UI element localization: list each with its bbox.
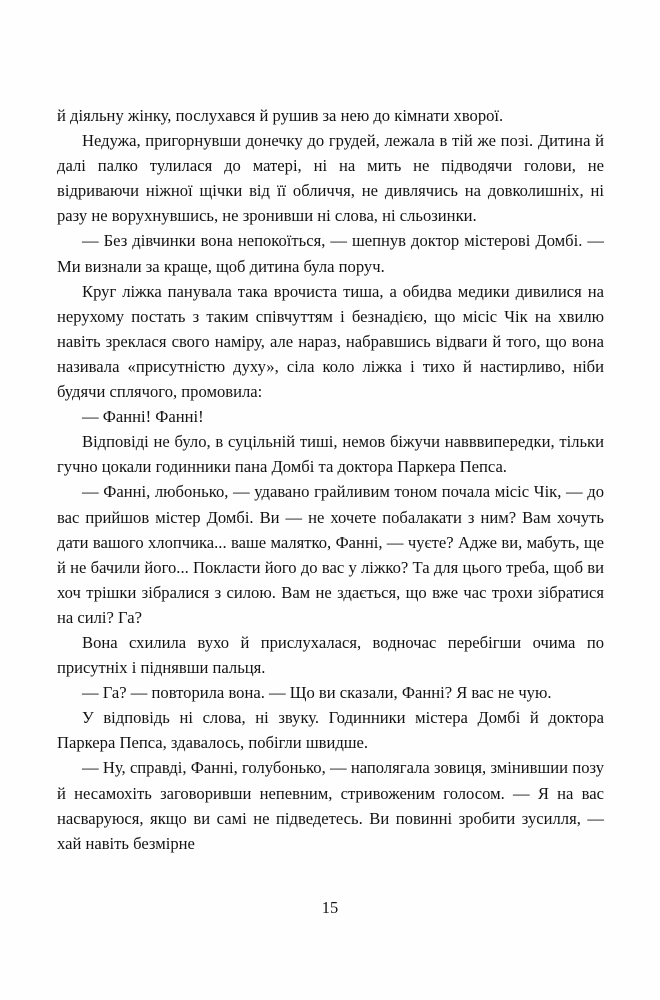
paragraph: Круг ліжка панувала така врочиста тиша, а обидва медики дивилися на нерухому постать з таким співчуттям і безнадією, що місіс Чік на хвилю навіть зреклася свого наміру, але нараз, набравшись відваги й того, що вона називала «присутністю духу», сіла коло ліжка і тихо й настирливо, ніби будячи сплячого, промовила: (57, 281, 604, 402)
paragraph: У відповідь ні слова, ні звуку. Годинники містера Домбі й доктора Паркера Пепса, здавалось, побігли швидше. (57, 708, 604, 753)
paragraph: — Без дівчинки вона непокоїться, — шепнув доктор містерові Домбі. — Ми визнали за краще, щоб дитина була поруч. (57, 231, 604, 276)
body-text (57, 103, 604, 856)
paragraph: — Га? — повторила вона. — Що ви сказали, Фанні? Я вас не чую. (82, 683, 552, 703)
paragraph: — Фанні, любонько, — удавано грайливим тоном почала місіс Чік, — до вас прийшов містер Домбі. Ви — не хочете побалакати з ним? Вам хочуть дати вашого хлопчика... ваше малятко, Фанні, — чуєте? Адже ви, мабуть, ще й не бачили його... Покласти його до вас у ліжко? Та для цього треба, щоб ви хоч трішки зібралися з силою. Вам не здається, що вже час трохи зібратися на силі? Га? (57, 482, 604, 627)
paragraph: — Ну, справді, Фанні, голубонько, — наполягала зовиця, змінившии позу й несамохіть заговоривши непевним, стривоженим голосом. — Я на вас насваруюся, якщо ви самі не підведетесь. Ви повинні зробити зусилля, — хай навіть безмірне (57, 758, 604, 853)
paragraph: Вона схилила вухо й прислухалася, водночас перебігши очима по присутніх і піднявши пальця. (57, 632, 604, 678)
paragraph: Недужа, пригорнувши донечку до грудей, лежала в тій же позі. Дитина й далі палко тулилася до матері, ні на мить не підводячи голови, не відриваючи ніжної щічки від її обличчя, не дивлячись на довколишніх, ні разу не ворухнувшись, не зронивши ні слова, ні сльозинки. (57, 131, 604, 226)
page-number: 15 (321, 898, 339, 917)
paragraph: Відповіді не було, в суцільній тиші, немов біжучи навввипередки, тільки гучно цокали годинники пана Домбі та доктора Паркера Пепса. (57, 432, 604, 477)
paragraph: — Фанні! Фанні! (82, 407, 204, 427)
paragraph: й діяльну жінку, послухався й рушив за нею до кімнати хворої. (57, 106, 504, 125)
